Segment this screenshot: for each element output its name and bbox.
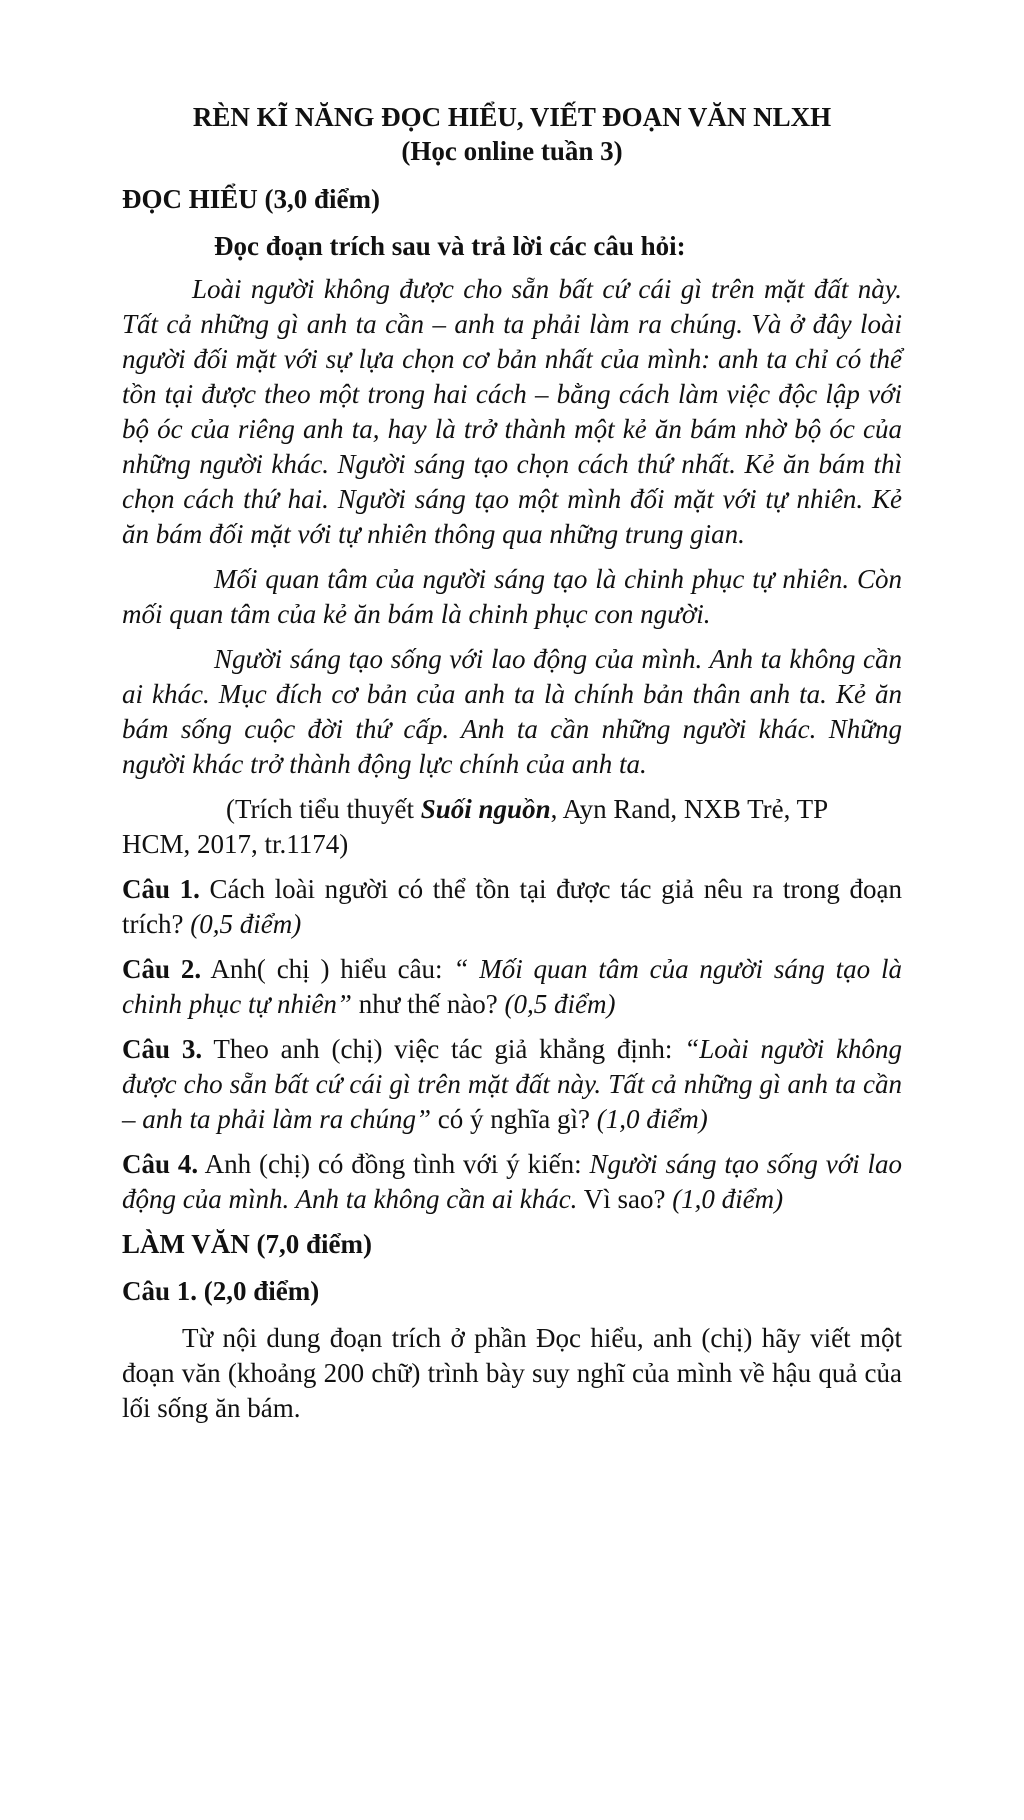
question-3-pre: Theo anh (chị) việc tác giả khẳng định: [202, 1034, 685, 1064]
question-1 [122, 872, 902, 942]
passage-paragraph-1: Loài người không được cho sẵn bất cứ cái gì trên mặt đất này. Tất cả những gì anh ta cần – anh ta phải làm ra chúng. Và ở đây loài người đối mặt với sự lựa chọn cơ bản nhất của mình: anh ta chỉ có thể tồn tại được theo một trong hai cách – bằng cách làm việc độc lập với bộ óc của riêng anh ta, hay là trở thành một kẻ ăn bám nhờ bộ óc của những người khác. Người sáng tạo chọn cách thứ nhất. Kẻ ăn bám thì chọn cách thứ hai. Người sáng tạo một mình đối mặt với tự nhiên. Kẻ ăn bám đối mặt với tự nhiên thông qua những trung gian. [122, 274, 902, 549]
question-1-text: Cách loài người có thể tồn tại được tác giả nêu ra trong đoạn trích? [122, 874, 902, 939]
question-2-label: Câu 2. [122, 954, 202, 984]
question-3-post: có ý nghĩa gì? [431, 1104, 597, 1134]
question-4-points: (1,0 điểm) [672, 1184, 784, 1214]
source-suffix: , Ayn Rand, NXB Trẻ, TP HCM, 2017, tr.1174) [122, 794, 828, 859]
question-4-post: Vì sao? [577, 1184, 673, 1214]
question-3-quote: “Loài người không được cho sẵn bất cứ cái gì trên mặt đất này. Tất cả những gì anh ta cần – anh ta phải làm ra chúng” [122, 1034, 902, 1134]
question-2-points: (0,5 điểm) [504, 989, 616, 1019]
reading-instruction: Đọc đoạn trích sau và trả lời các câu hỏi: [214, 231, 686, 261]
question-1-points: (0,5 điểm) [190, 909, 302, 939]
question-4 [122, 1147, 902, 1217]
question-2-quote: “ Mối quan tâm của người sáng tạo là chinh phục tự nhiên” [122, 954, 902, 1019]
question-3-label: Câu 3. [122, 1034, 203, 1064]
question-2 [122, 952, 902, 1022]
source-book-title: Suối nguồn [420, 794, 551, 824]
question-3 [122, 1032, 902, 1137]
writing-question-label: Câu 1. (2,0 điểm) [122, 1276, 320, 1306]
reading-heading: ĐỌC HIỂU (3,0 điểm) [122, 184, 380, 214]
question-2-post: như thế nào? [351, 989, 505, 1019]
question-4-quote: Người sáng tạo sống với lao động của mình. Anh ta không cần ai khác. [122, 1149, 903, 1214]
question-1-label: Câu 1. [122, 874, 200, 904]
source-prefix: (Trích tiểu thuyết [226, 794, 421, 824]
document-title: RÈN KĨ NĂNG ĐỌC HIỂU, VIẾT ĐOẠN VĂN NLXH [192, 102, 832, 132]
question-4-label: Câu 4. [122, 1149, 199, 1179]
question-2-pre: Anh( chị ) hiểu câu: [201, 954, 454, 984]
passage-source [122, 792, 902, 862]
question-4-pre: Anh (chị) có đồng tình với ý kiến: [198, 1149, 590, 1179]
passage-paragraph-2: Mối quan tâm của người sáng tạo là chinh phục tự nhiên. Còn mối quan tâm của kẻ ăn bám là chinh phục con người. [122, 564, 902, 629]
writing-task: Từ nội dung đoạn trích ở phần Đọc hiểu, anh (chị) hãy viết một đoạn văn (khoảng 200 chữ) trình bày suy nghĩ của mình về hậu quả của lối sống ăn bám. [122, 1323, 902, 1423]
writing-heading: LÀM VĂN (7,0 điểm) [122, 1229, 372, 1259]
document-subtitle: (Học online tuần 3) [401, 136, 623, 166]
passage-paragraph-3: Người sáng tạo sống với lao động của mình. Anh ta không cần ai khác. Mục đích cơ bản của anh ta là chính bản thân anh ta. Kẻ ăn bám sống cuộc đời thứ cấp. Anh ta cần những người khác. Những người khác trở thành động lực chính của anh ta. [122, 644, 902, 779]
question-3-points: (1,0 điểm) [596, 1104, 708, 1134]
